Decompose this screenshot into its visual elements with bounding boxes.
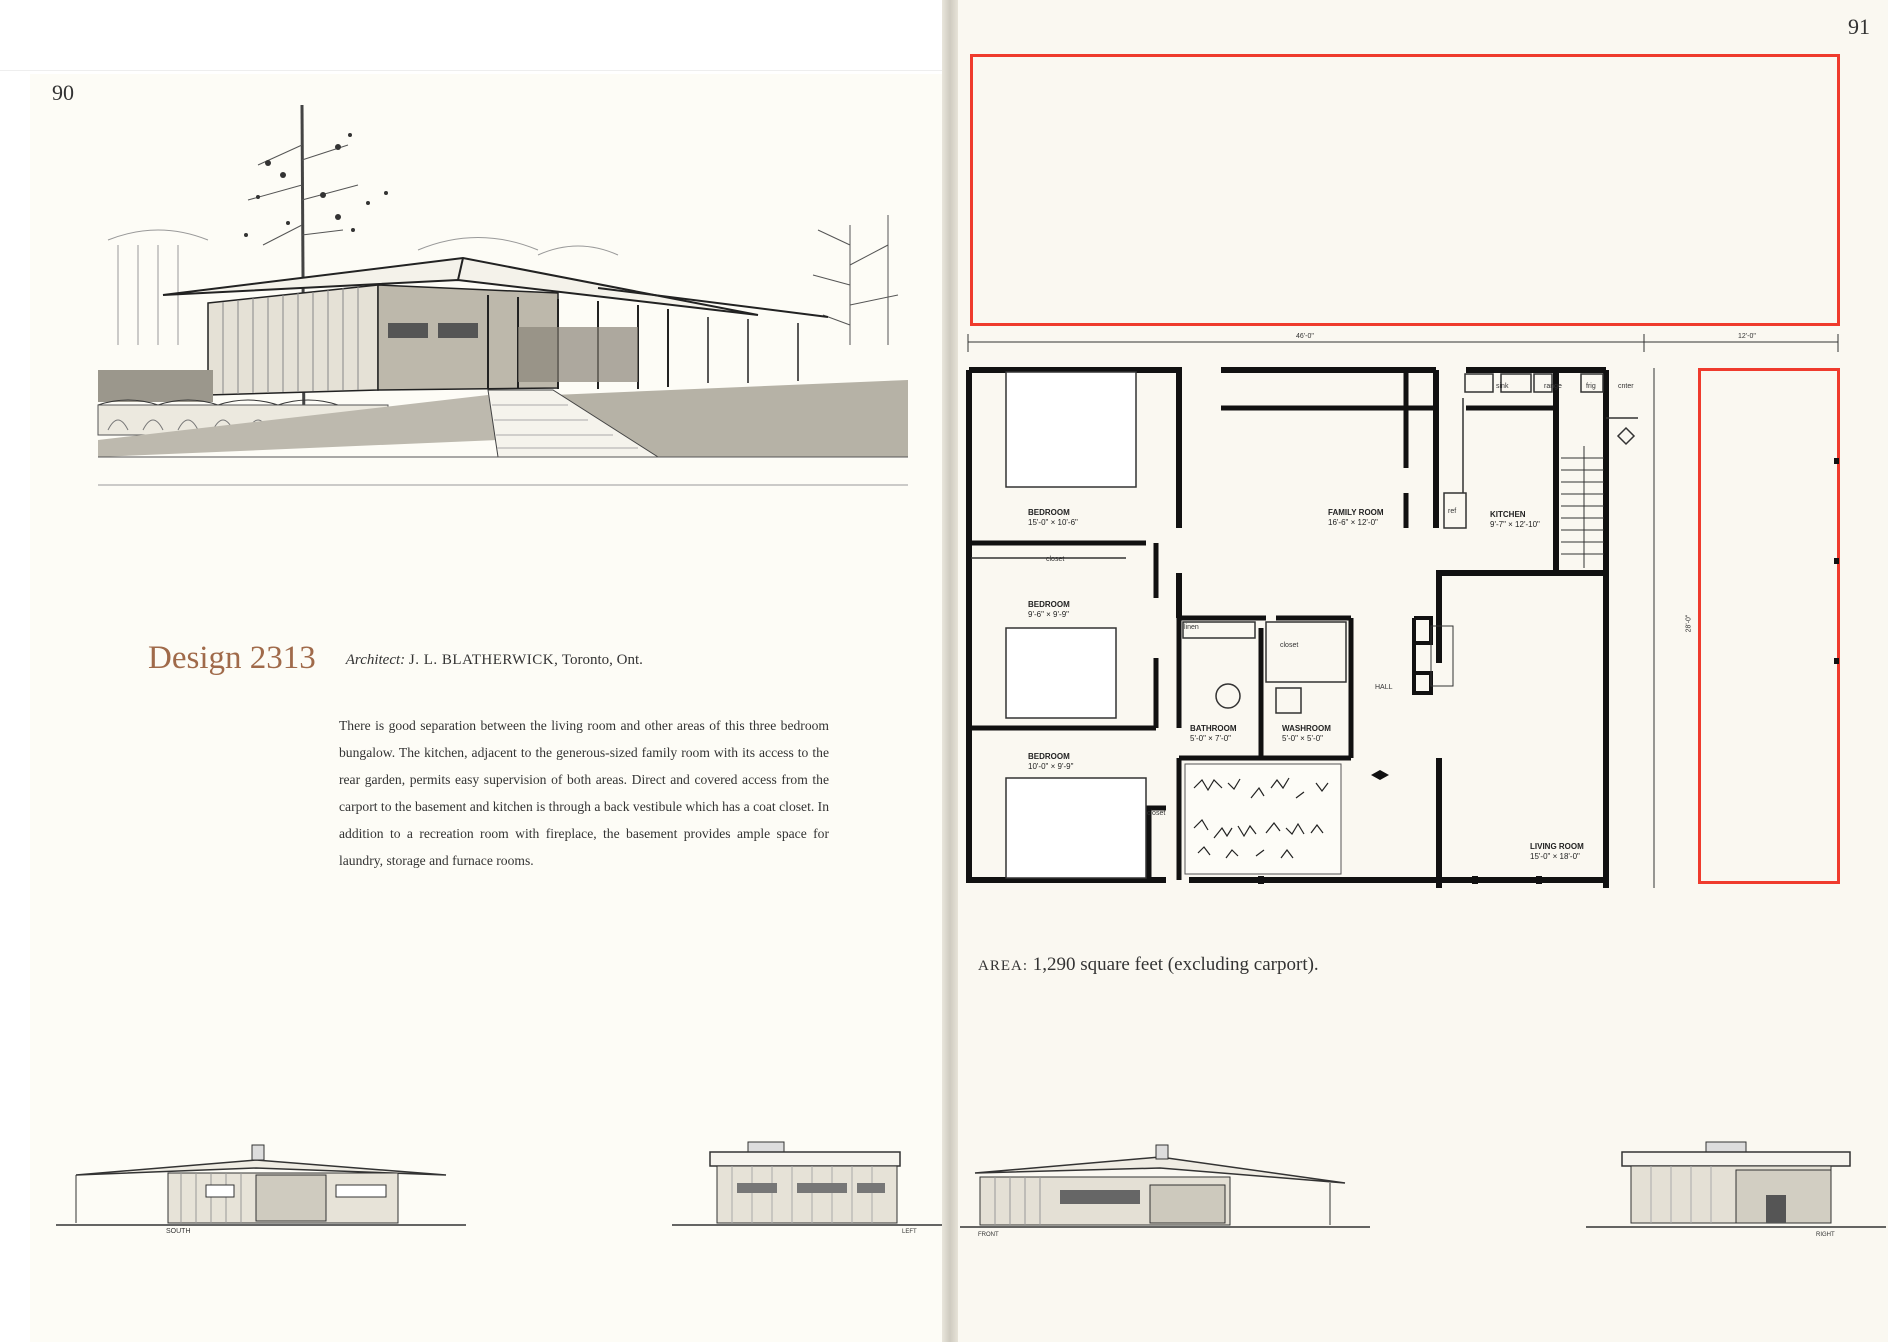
architect-credit: [346, 652, 643, 668]
book-spine: [942, 0, 958, 1342]
plan-label-range: range: [1544, 383, 1562, 390]
left-page-number: 90: [52, 80, 74, 105]
area-note: [978, 954, 1319, 976]
room-name: BEDROOM: [1028, 508, 1070, 517]
room-size: 9'-7" × 12'-10": [1490, 520, 1540, 529]
plan-label-closet: closet: [1147, 810, 1166, 817]
room-size: 9'-6" × 9'-9": [1028, 610, 1069, 619]
plan-label-closet-b: closet: [1046, 556, 1065, 563]
elevation-label: SOUTH: [166, 1228, 191, 1235]
room-size: 15'-0" × 18'-0": [1530, 852, 1580, 861]
room-size: 5'-0" × 7'-0": [1190, 734, 1231, 743]
architect-label: Architect:: [345, 652, 406, 668]
room-label-bedroom-3: [1028, 752, 1073, 772]
room-size: 10'-0" × 9'-9": [1028, 762, 1074, 771]
elevation-label: LEFT: [902, 1229, 917, 1235]
area-label: AREA:: [978, 958, 1028, 974]
elevation-label: FRONT: [978, 1232, 999, 1238]
room-label-living-room: [1530, 842, 1584, 862]
room-size: 16'-6" × 12'-0": [1328, 518, 1378, 527]
elevation-right: [1586, 1135, 1886, 1240]
room-label-washroom: [1282, 724, 1331, 744]
highlight-box-top: [970, 54, 1840, 326]
elevation-front: [960, 1135, 1370, 1240]
room-size: 5'-0" × 5'-0": [1282, 734, 1323, 743]
architect-location: Toronto, Ont.: [561, 652, 643, 668]
plan-label-sink: sink: [1496, 383, 1509, 390]
room-name: KITCHEN: [1490, 510, 1526, 519]
room-name: BEDROOM: [1028, 752, 1070, 761]
area-value: 1,290 square feet (excluding carport).: [1032, 954, 1319, 975]
plan-label-linen: linen: [1184, 624, 1199, 631]
room-label-bathroom: [1190, 724, 1237, 744]
house-perspective-sketch: [98, 105, 908, 490]
elevation-left: [672, 1135, 942, 1235]
plan-label-ref: ref: [1448, 508, 1457, 515]
plan-label-counter: cnter: [1618, 383, 1634, 390]
plan-label-fridge: frig: [1586, 383, 1596, 390]
elevation-south: [56, 1135, 466, 1235]
room-name: WASHROOM: [1282, 724, 1331, 733]
plan-dimension-width: 46'-0": [1296, 333, 1314, 340]
design-title: Design 2313: [148, 640, 316, 676]
room-name: BEDROOM: [1028, 600, 1070, 609]
architect-name: J. L. BLATHERWICK,: [408, 652, 559, 668]
elevation-label: RIGHT: [1816, 1232, 1835, 1238]
plan-label-hall: HALL: [1375, 684, 1393, 691]
top-margin: [0, 0, 942, 71]
design-title-row: [148, 640, 643, 677]
room-size: 15'-0" × 10'-6": [1028, 518, 1078, 527]
room-label-bedroom-2: [1028, 600, 1070, 620]
room-name: FAMILY ROOM: [1328, 508, 1384, 517]
room-name: LIVING ROOM: [1530, 842, 1584, 851]
room-label-family-room: [1328, 508, 1384, 528]
plan-dimension-carport: 12'-0": [1738, 333, 1756, 340]
room-label-kitchen: [1490, 510, 1540, 530]
design-description: There is good separation between the living room and other areas of this three bedroom bungalow. The kitchen, adjacent to the generous-sized family room with its access to the rear garden, permits easy supervision of both areas. Direct and covered access from the carport to the basement and kitchen is through a back vestibule which has a coat closet. In addition to a recreation room with fireplace, the basement provides ample space for laundry, storage and furnace rooms.: [339, 718, 829, 868]
room-label-bedroom-1: [1028, 508, 1078, 528]
right-page-number: 91: [1848, 14, 1870, 39]
room-name: BATHROOM: [1190, 724, 1237, 733]
plan-dimension-depth: 28'-0": [1685, 614, 1693, 633]
plan-label-closet-a: closet: [1280, 642, 1299, 649]
floor-plan: [966, 328, 1846, 908]
